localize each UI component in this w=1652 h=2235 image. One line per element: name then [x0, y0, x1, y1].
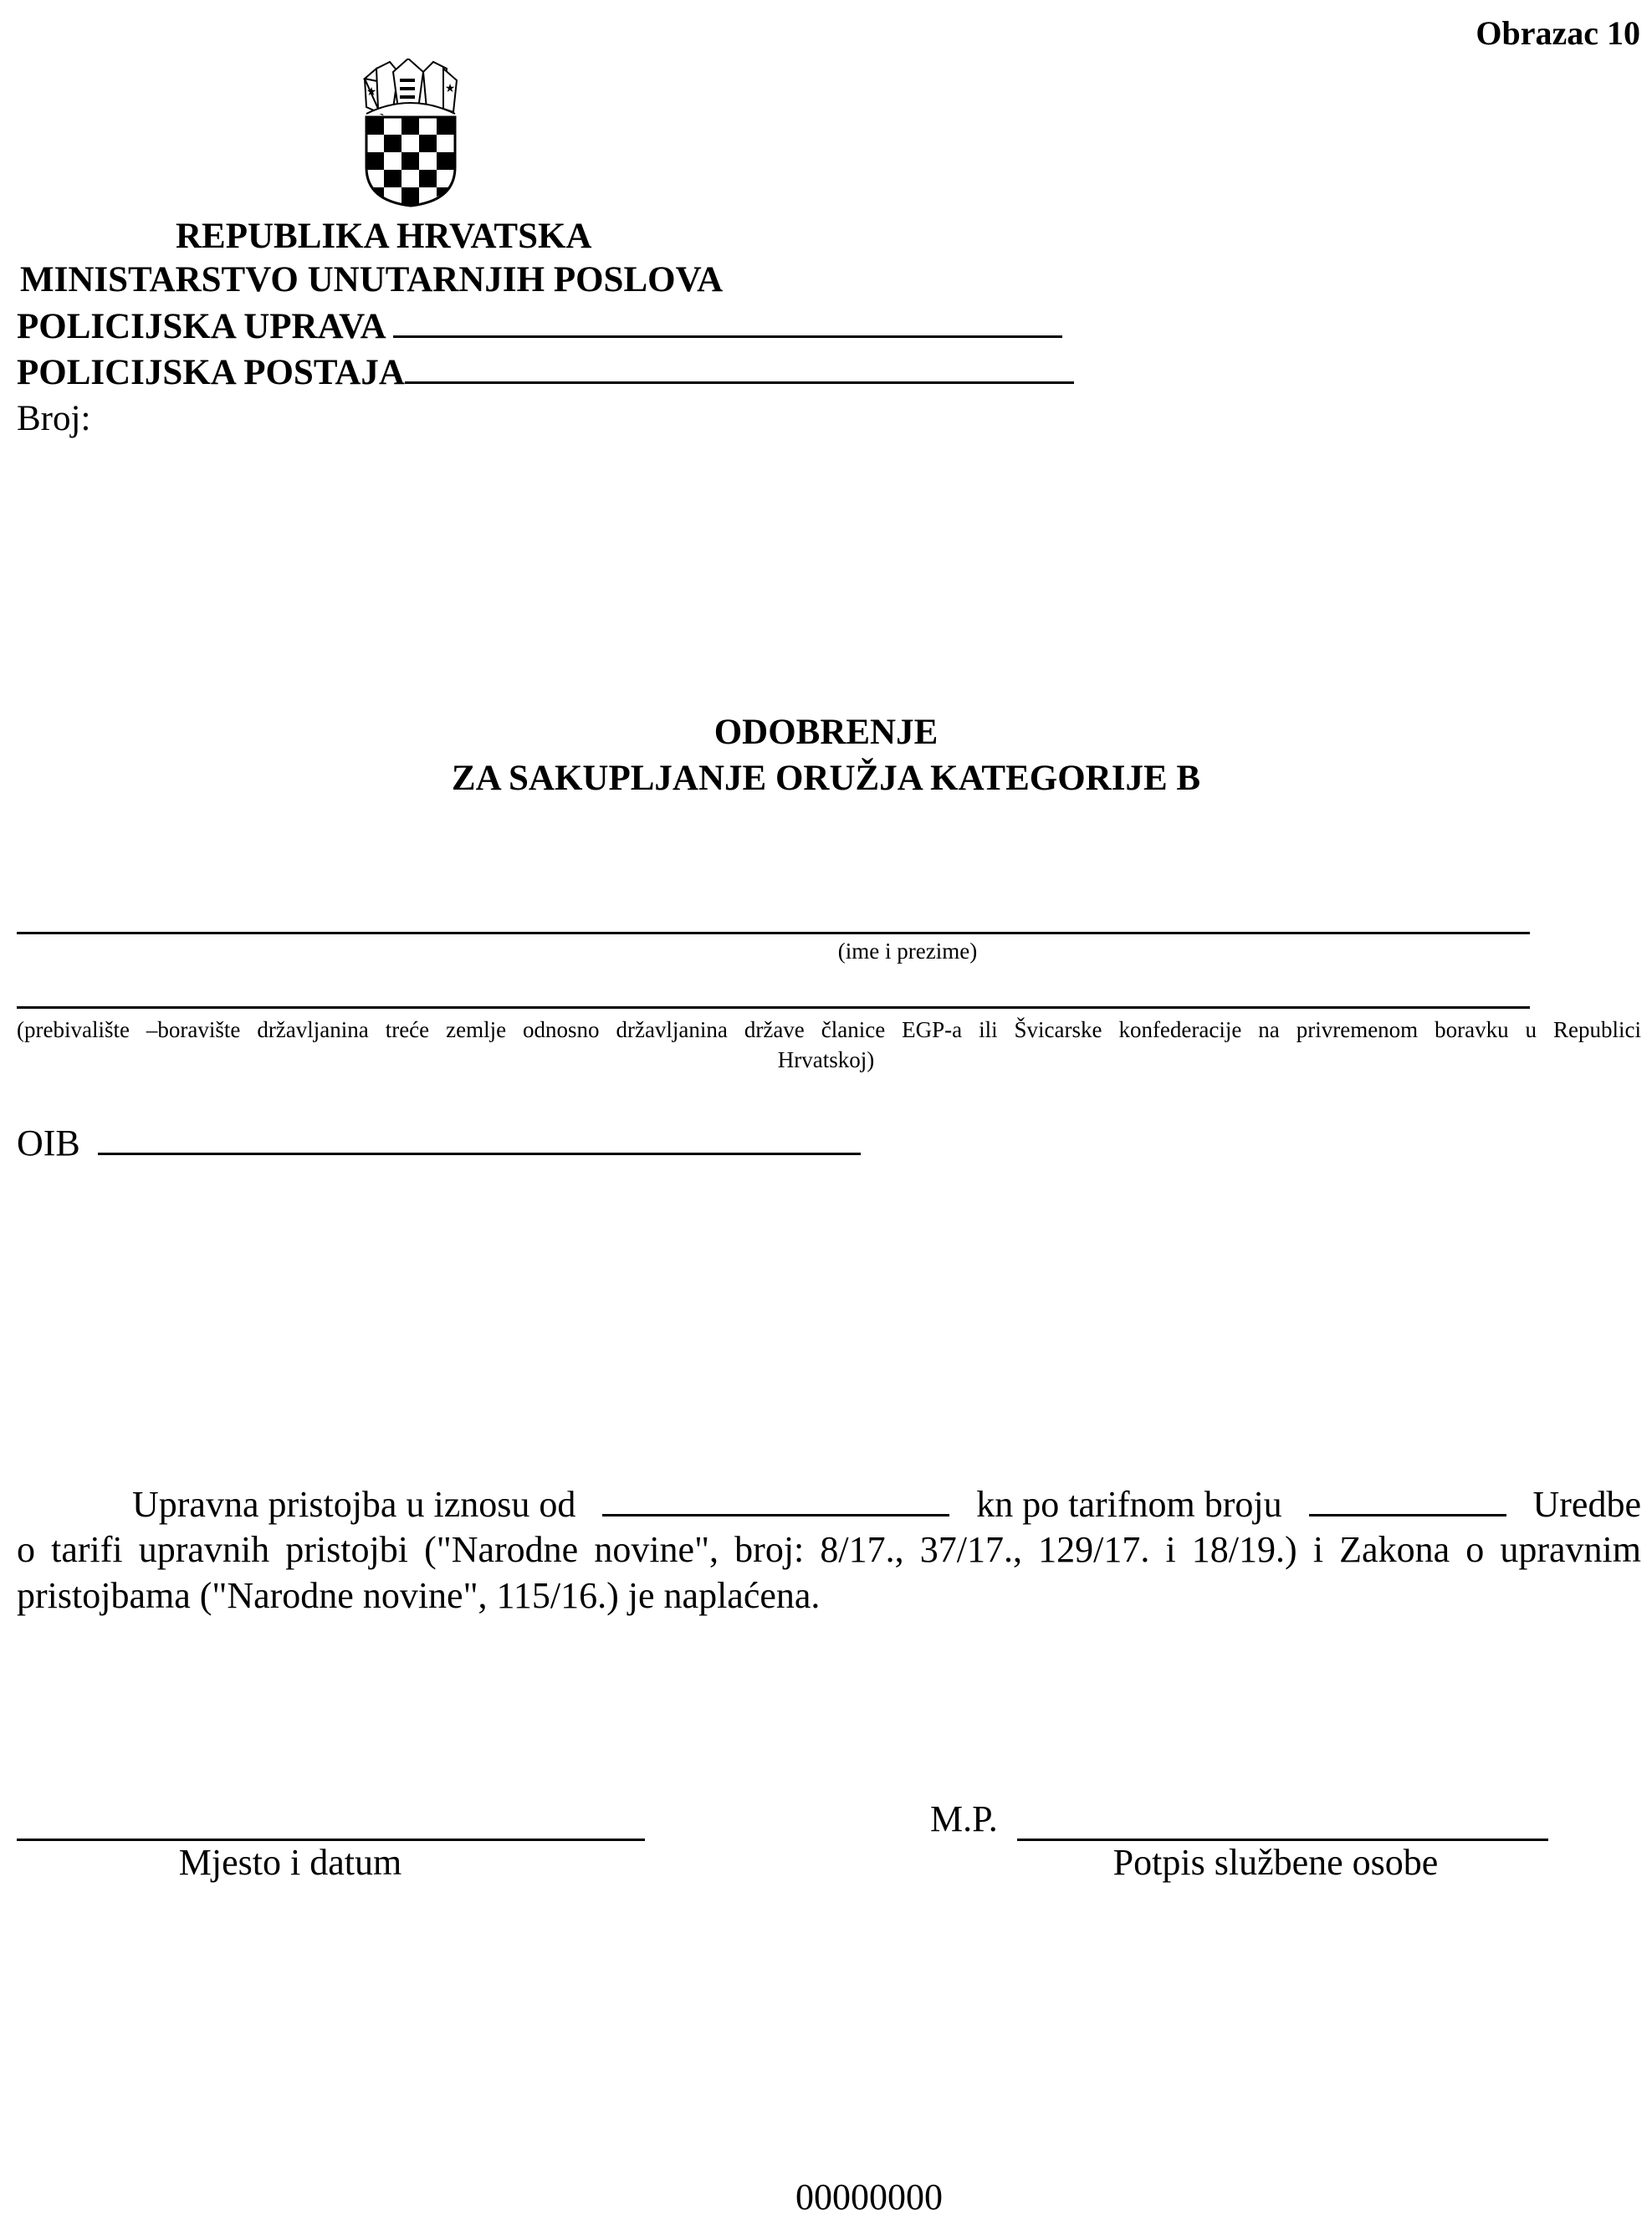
form-number: Obrazac 10 [1476, 14, 1640, 52]
oib-label: OIB [17, 1123, 80, 1164]
name-field-line[interactable] [17, 932, 1530, 934]
svg-text:★: ★ [366, 86, 377, 99]
police-station-label: POLICIJSKA POSTAJA [17, 353, 405, 392]
residence-field-line[interactable] [17, 1006, 1530, 1009]
footer-code: 00000000 [795, 2176, 943, 2217]
tariff-number-blank[interactable] [1309, 1486, 1506, 1516]
fee-text-tariff-label: kn po tarifnom broju [976, 1484, 1282, 1525]
residence-caption-line1: (prebivalište –boravište državljanina treće zemlje odnosno državljanina države članice EGP-a ili Švicarske konfederacije na privremenom boravku u Republici [17, 1017, 1641, 1042]
fee-line-2: o tarifi upravnih pristojbi ("Narodne novine", broj: 8/17., 37/17., 129/17. i 18/19.) i Zakona o upravnim [17, 1529, 1641, 1570]
oib-field[interactable] [17, 1121, 861, 1166]
svg-text:★: ★ [444, 83, 456, 95]
official-signature-caption: Potpis službene osobe [1112, 1842, 1439, 1883]
residence-caption-line2: Hrvatskoj) [777, 1047, 875, 1072]
place-date-caption: Mjesto i datum [178, 1842, 402, 1883]
fee-text-regulation: Uredbe [1532, 1484, 1641, 1525]
coat-of-arms-icon [356, 59, 465, 207]
fee-text-amount-label: Upravna pristojba u iznosu od [132, 1484, 576, 1525]
police-administration-blank[interactable] [393, 335, 1062, 338]
fee-line-1 [132, 1482, 1641, 1527]
police-administration-field[interactable] [17, 306, 1062, 348]
document-title: ODOBRENJE [713, 713, 939, 752]
oib-blank[interactable] [98, 1153, 861, 1155]
ministry-name: MINISTARSTVO UNUTARNJIH POSLOVA [20, 260, 724, 299]
fee-line-3: pristojbama ("Narodne novine", 115/16.) je naplaćena. [17, 1575, 821, 1616]
country-name: REPUBLIKA HRVATSKA [176, 217, 592, 256]
police-station-blank[interactable] [405, 381, 1074, 384]
name-caption: (ime i prezime) [837, 938, 978, 964]
stamp-label: M.P. [930, 1798, 998, 1839]
fee-amount-blank[interactable] [602, 1486, 949, 1516]
police-station-field[interactable] [17, 352, 1074, 394]
number-label: Broj: [17, 399, 91, 438]
document-subtitle: ZA SAKUPLJANJE ORUŽJA KATEGORIJE B [451, 759, 1201, 798]
police-administration-label: POLICIJSKA UPRAVA [17, 307, 385, 346]
